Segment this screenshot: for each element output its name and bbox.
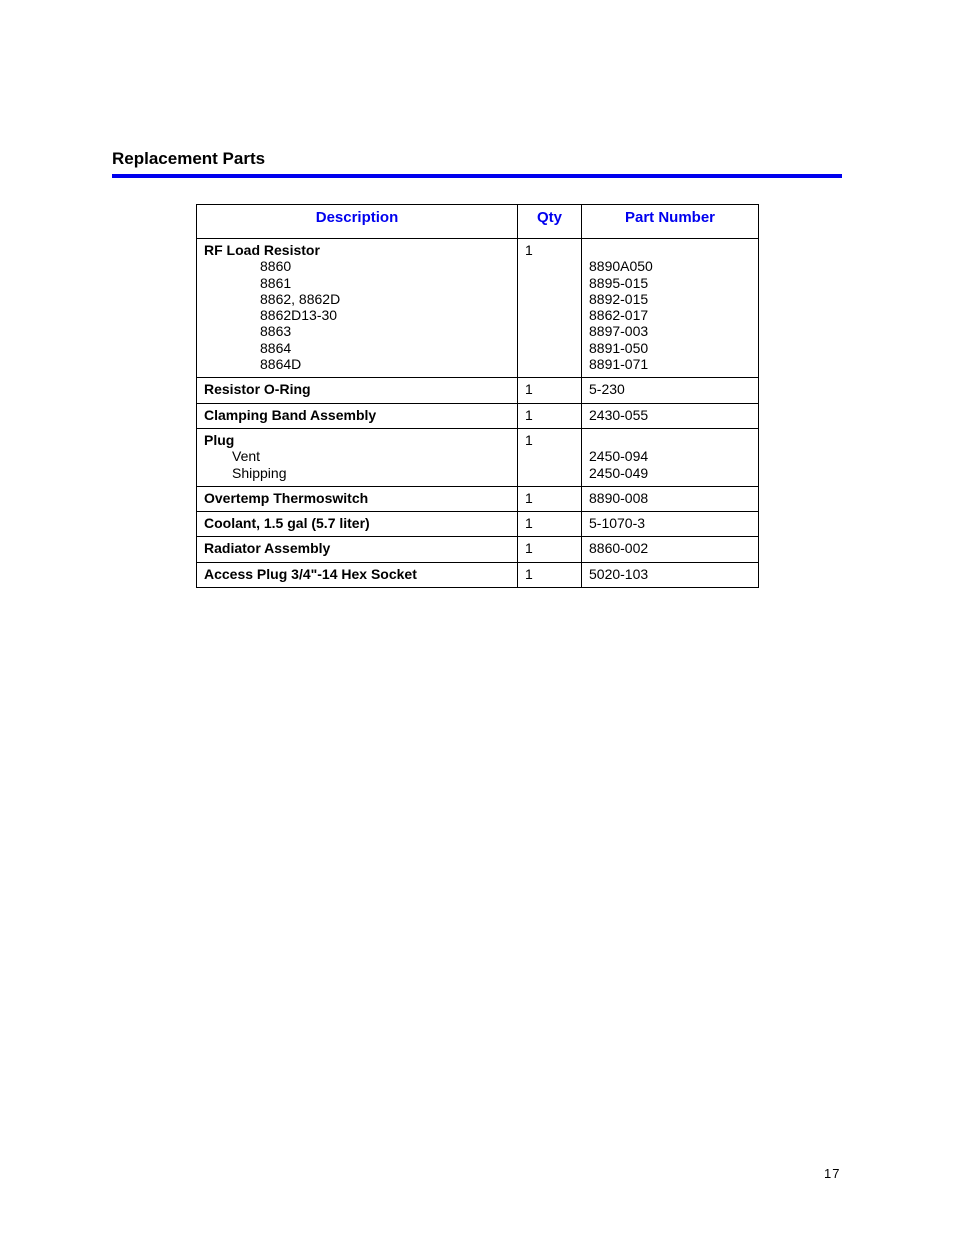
qty-cell: 1 xyxy=(518,512,582,537)
qty-cell: 1 xyxy=(518,562,582,587)
description-cell xyxy=(197,537,518,562)
subitem: Shipping xyxy=(232,464,287,481)
part-number: 8895-015 xyxy=(589,274,649,291)
item-name: Clamping Band Assembly xyxy=(204,406,377,423)
qty-cell: 1 xyxy=(518,428,582,486)
part-number: 2450-094 xyxy=(589,448,649,465)
table-row xyxy=(197,378,759,403)
qty-cell: 1 xyxy=(518,403,582,428)
part-number: 8892-015 xyxy=(589,290,649,307)
part-number-cell: 5-230 xyxy=(582,378,759,403)
subitem: 8862D13-30 xyxy=(260,307,338,324)
header-part-number: Part Number xyxy=(582,205,759,239)
item-name: Access Plug 3/4"-14 Hex Socket xyxy=(204,565,417,582)
subitem: 8860 xyxy=(260,258,292,275)
part-number: 8890A050 xyxy=(589,258,653,275)
part-number: 8891-071 xyxy=(589,356,649,373)
spacer xyxy=(589,432,751,448)
qty-cell: 1 xyxy=(518,378,582,403)
title-rule xyxy=(112,174,842,178)
description-cell xyxy=(197,378,518,403)
table-row xyxy=(197,537,759,562)
item-name: Plug xyxy=(204,431,235,448)
table-row xyxy=(197,403,759,428)
subitem: 8861 xyxy=(260,274,292,291)
replacement-parts-table xyxy=(196,204,759,588)
part-number-cell: 8860-002 xyxy=(582,537,759,562)
subitem: 8864 xyxy=(260,339,292,356)
subitem: Vent xyxy=(232,448,261,465)
part-number-cell: 5020-103 xyxy=(582,562,759,587)
part-number: 8897-003 xyxy=(589,323,649,340)
subitem: 8864D xyxy=(260,356,302,373)
subitem: 8862, 8862D xyxy=(260,290,341,307)
header-qty: Qty xyxy=(518,205,582,239)
part-number-cell xyxy=(582,239,759,378)
description-cell xyxy=(197,403,518,428)
qty-cell: 1 xyxy=(518,537,582,562)
description-cell xyxy=(197,562,518,587)
part-number-cell: 8890-008 xyxy=(582,486,759,511)
table-row xyxy=(197,239,759,378)
item-name: RF Load Resistor xyxy=(204,242,320,258)
item-name: Resistor O-Ring xyxy=(204,381,311,398)
description-cell xyxy=(197,486,518,511)
table-row xyxy=(197,428,759,486)
table-row xyxy=(197,562,759,587)
table-row xyxy=(197,512,759,537)
table-row xyxy=(197,486,759,511)
part-number-cell: 2430-055 xyxy=(582,403,759,428)
part-number-cell: 5-1070-3 xyxy=(582,512,759,537)
subitem: 8863 xyxy=(260,323,292,340)
item-name: Overtemp Thermoswitch xyxy=(204,489,369,506)
item-name: Radiator Assembly xyxy=(204,540,331,557)
description-cell xyxy=(197,428,518,486)
qty-cell: 1 xyxy=(518,239,582,378)
page-number: 17 xyxy=(824,1166,841,1181)
part-number: 8862-017 xyxy=(589,307,649,324)
part-number-cell xyxy=(582,428,759,486)
part-number: 8891-050 xyxy=(589,339,649,356)
description-cell xyxy=(197,512,518,537)
header-description: Description xyxy=(197,205,518,239)
section-title: Replacement Parts xyxy=(112,149,266,168)
item-name: Coolant, 1.5 gal (5.7 liter) xyxy=(204,515,370,532)
description-cell xyxy=(197,239,518,378)
qty-cell: 1 xyxy=(518,486,582,511)
part-number: 2450-049 xyxy=(589,464,649,481)
table-header-row xyxy=(197,205,759,239)
spacer xyxy=(589,242,751,258)
